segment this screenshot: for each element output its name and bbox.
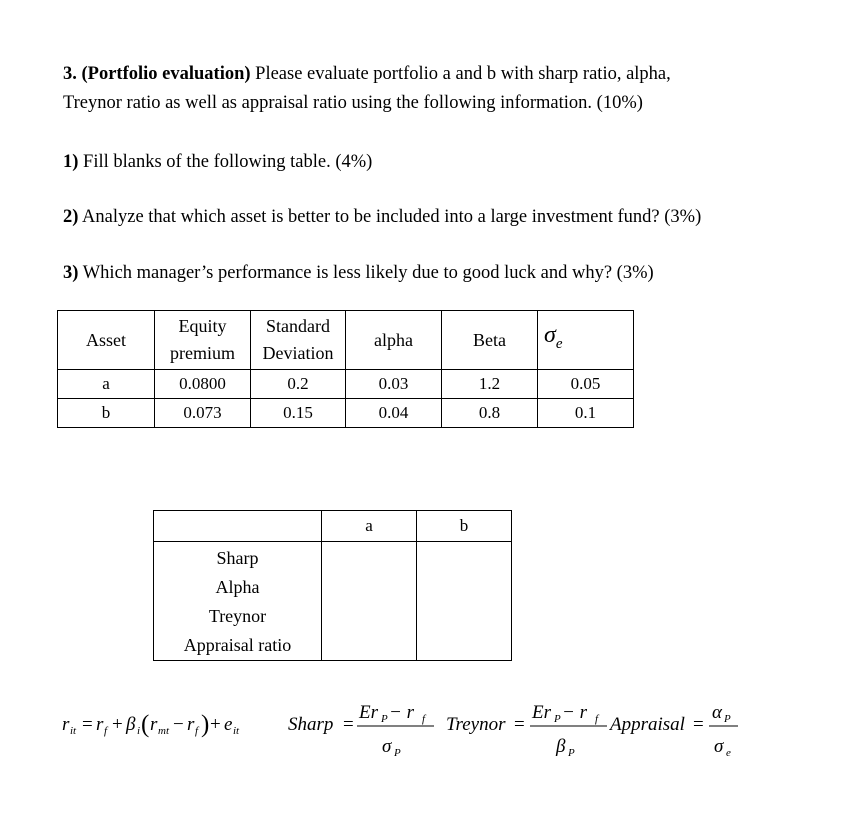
sharp-formula xyxy=(288,702,434,759)
header-std-line2: Deviation xyxy=(262,343,334,363)
header-equity-premium xyxy=(155,311,251,370)
part-1-text: Fill blanks of the following table. (4%) xyxy=(78,152,373,172)
cell-beta: 0.8 xyxy=(442,399,538,428)
sub-it-2: it xyxy=(233,725,240,737)
r-it: r xyxy=(62,714,70,735)
appraisal-den-sigma: σ xyxy=(714,736,724,757)
sharp-num-rf: − r xyxy=(389,702,414,723)
r-f: r xyxy=(96,714,104,735)
header-alpha: alpha xyxy=(346,311,442,370)
question-part-3 xyxy=(63,259,654,288)
header-beta: Beta xyxy=(442,311,538,370)
sharp-num-er: Er xyxy=(359,702,378,723)
appraisal-formula xyxy=(608,702,738,759)
info-header-row xyxy=(58,311,634,370)
question-heading xyxy=(63,60,671,118)
sub-f: f xyxy=(104,725,108,737)
cell-beta: 1.2 xyxy=(442,370,538,399)
eval-body-row xyxy=(154,542,512,661)
lparen: ( xyxy=(141,711,150,738)
sharp-equals: = xyxy=(343,714,354,735)
cell-std: 0.15 xyxy=(251,399,346,428)
evaluation-table xyxy=(153,510,512,661)
sub-mt: mt xyxy=(158,725,169,737)
eval-header-a: a xyxy=(322,511,417,542)
treynor-den-beta: β xyxy=(556,736,566,757)
appraisal-num-p: P xyxy=(724,713,731,725)
cell-alpha: 0.04 xyxy=(346,399,442,428)
eval-header-b: b xyxy=(417,511,512,542)
appraisal-num-alpha: α xyxy=(712,702,722,723)
treynor-den-p: P xyxy=(568,747,575,759)
treynor-label: Treynor xyxy=(446,714,506,735)
sigma-symbol: σ xyxy=(544,322,556,349)
label-treynor: Treynor xyxy=(208,606,267,626)
header-asset: Asset xyxy=(58,311,155,370)
sub-it: it xyxy=(70,725,77,737)
part-3-text: Which manager’s performance is less likely due to good luck and why? (3%) xyxy=(78,263,654,283)
cell-alpha: 0.03 xyxy=(346,370,442,399)
r-f-2: r xyxy=(187,714,195,735)
treynor-formula xyxy=(446,702,607,759)
part-1-number: 1) xyxy=(63,152,79,172)
eval-header-empty xyxy=(154,511,322,542)
sharp-num-f: f xyxy=(422,713,426,725)
treynor-equals: = xyxy=(514,714,525,735)
label-appraisal-ratio: Appraisal ratio xyxy=(183,635,292,655)
plus-1: + xyxy=(112,714,123,735)
header-sigma-e xyxy=(538,311,634,370)
minus-1: − xyxy=(173,714,184,735)
part-2-number: 2) xyxy=(63,207,79,227)
beta-i: β xyxy=(126,714,136,735)
header-standard-deviation xyxy=(251,311,346,370)
cell-asset: b xyxy=(58,399,155,428)
e-it: e xyxy=(224,714,233,735)
sharp-label: Sharp xyxy=(288,714,334,735)
question-text-line1: Please evaluate portfolio a and b with sharp ratio, alpha, xyxy=(250,64,671,84)
sigma-subscript-e: e xyxy=(555,335,563,352)
equals-1: = xyxy=(82,714,93,735)
question-part-1 xyxy=(63,148,372,177)
treynor-num-rf: − r xyxy=(562,702,587,723)
question-part-2 xyxy=(63,203,701,232)
question-text-line2: Treynor ratio as well as appraisal ratio using the following information. (10%) xyxy=(63,93,643,113)
treynor-num-er: Er xyxy=(532,702,551,723)
label-sharp: Sharp xyxy=(216,548,259,568)
question-number: 3. xyxy=(63,64,77,84)
sharp-den-p: P xyxy=(394,747,401,759)
info-row-a xyxy=(58,370,634,399)
header-equity-line1: Equity xyxy=(178,316,227,336)
sharp-den-sigma: σ xyxy=(382,736,392,757)
blank-cell-a[interactable] xyxy=(322,542,417,661)
appraisal-label: Appraisal xyxy=(610,714,685,735)
info-row-b xyxy=(58,399,634,428)
part-3-number: 3) xyxy=(63,263,79,283)
header-std-line1: Standard xyxy=(266,316,330,336)
cell-sigma-e: 0.1 xyxy=(538,399,634,428)
header-equity-line2: premium xyxy=(170,343,235,363)
label-alpha: Alpha xyxy=(215,577,260,597)
blank-cell-b[interactable] xyxy=(417,542,512,661)
treynor-num-p: P xyxy=(554,713,561,725)
plus-2: + xyxy=(210,714,221,735)
cell-equity: 0.073 xyxy=(155,399,251,428)
cell-equity: 0.0800 xyxy=(155,370,251,399)
index-model-formula xyxy=(62,711,240,738)
sub-i: i xyxy=(137,725,141,737)
cell-std: 0.2 xyxy=(251,370,346,399)
formulas xyxy=(62,690,782,780)
portfolio-info-table xyxy=(57,310,634,428)
r-mt: r xyxy=(150,714,158,735)
eval-row-labels xyxy=(154,542,322,661)
eval-header-row xyxy=(154,511,512,542)
sub-f-2: f xyxy=(195,725,199,737)
part-2-text: Analyze that which asset is better to be included into a large investment fund? (3%) xyxy=(78,207,702,227)
appraisal-equals: = xyxy=(693,714,704,735)
rparen: ) xyxy=(201,711,210,738)
cell-sigma-e: 0.05 xyxy=(538,370,634,399)
cell-asset: a xyxy=(58,370,155,399)
question-title: (Portfolio evaluation) xyxy=(81,64,251,84)
sharp-num-p: P xyxy=(381,713,388,725)
appraisal-den-e: e xyxy=(726,747,731,759)
treynor-num-f: f xyxy=(595,713,599,725)
